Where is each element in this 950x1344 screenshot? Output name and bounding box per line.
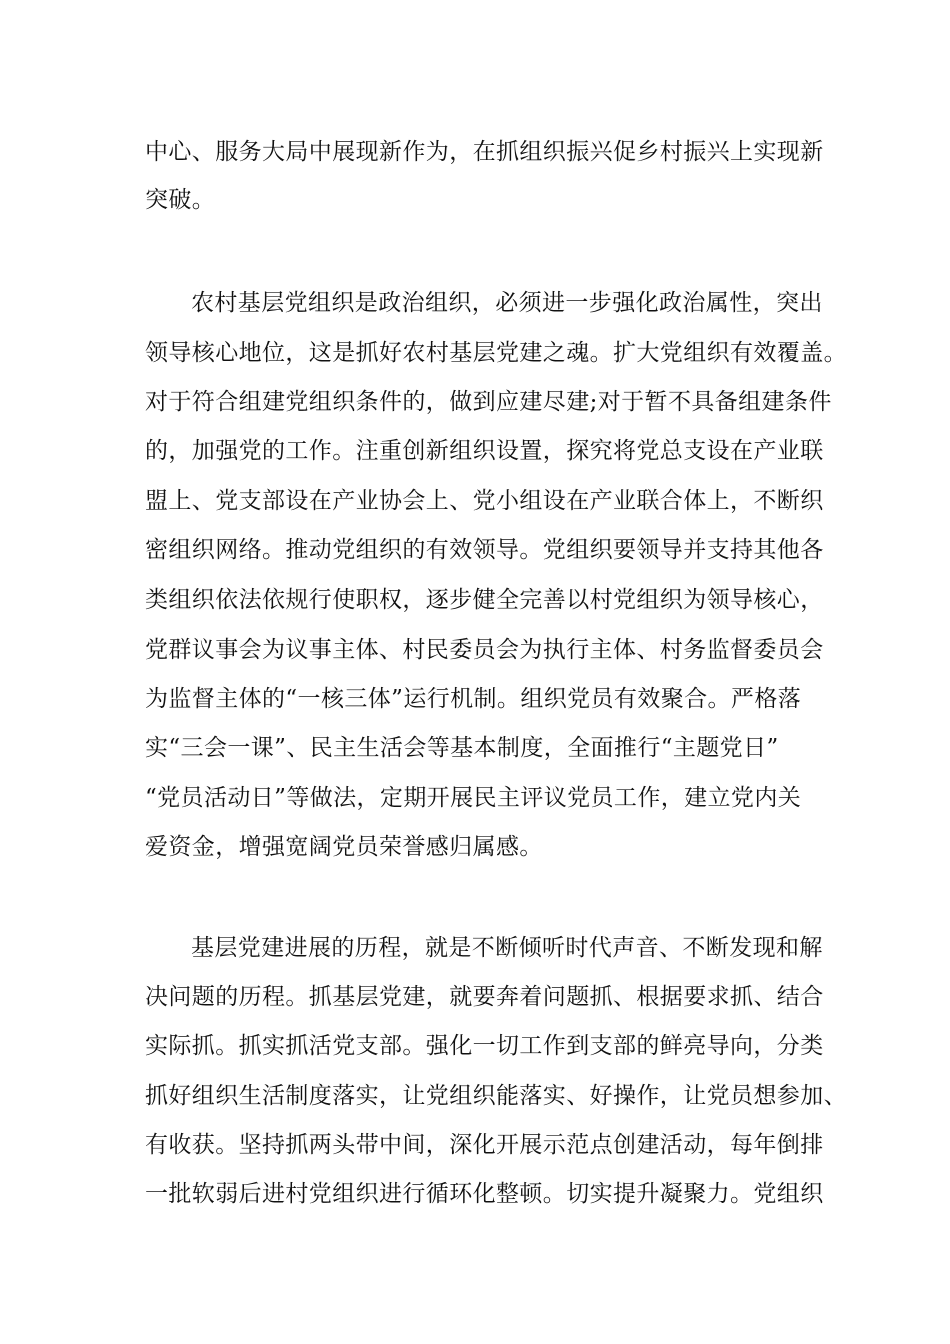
text-line: 密组织网络。推动党组织的有效领导。党组织要领导并支持其他各 xyxy=(145,537,824,563)
text-line: 突破。 xyxy=(145,187,216,213)
text-line: 实“三会一课”、民主生活会等基本制度，全面推行“主题党日” xyxy=(145,735,779,761)
text-line: 类组织依法依规行使职权，逐步健全完善以村党组织为领导核心， xyxy=(145,587,824,613)
text-line: 有收获。坚持抓两头带中间，深化开展示范点创建活动，每年倒排 xyxy=(145,1132,824,1158)
text-line: 对于符合组建党组织条件的，做到应建尽建;对于暂不具备组建条件 xyxy=(145,389,832,415)
text-line: 党群议事会为议事主体、村民委员会为执行主体、村务监督委员会 xyxy=(145,637,824,663)
text-line: 的，加强党的工作。注重创新组织设置，探究将党总支设在产业联 xyxy=(145,438,824,464)
text-line: 爱资金，增强宽阔党员荣誉感归属感。 xyxy=(145,834,543,860)
text-line: 中心、服务大局中展现新作为，在抓组织振兴促乡村振兴上实现新 xyxy=(145,139,824,165)
text-line: 为监督主体的“一核三体”运行机制。组织党员有效聚合。严格落 xyxy=(145,686,802,712)
text-line: 抓好组织生活制度落实，让党组织能落实、好操作，让党员想参加、 xyxy=(145,1083,847,1109)
text-line: “党员活动日”等做法，定期开展民主评议党员工作，建立党内关 xyxy=(145,785,802,811)
text-line: 农村基层党组织是政治组织，必须进一步强化政治属性，突出 xyxy=(191,290,823,316)
text-line: 领导核心地位，这是抓好农村基层党建之魂。扩大党组织有效覆盖。 xyxy=(145,340,847,366)
text-line: 实际抓。抓实抓活党支部。强化一切工作到支部的鲜亮导向，分类 xyxy=(145,1033,824,1059)
text-line: 一批软弱后进村党组织进行循环化整顿。切实提升凝聚力。党组织 xyxy=(145,1181,824,1207)
text-line: 盟上、党支部设在产业协会上、党小组设在产业联合体上，不断织 xyxy=(145,488,824,514)
text-line: 决问题的历程。抓基层党建，就要奔着问题抓、根据要求抓、结合 xyxy=(145,984,824,1010)
text-line: 基层党建进展的历程，就是不断倾听时代声音、不断发现和解 xyxy=(191,935,823,961)
